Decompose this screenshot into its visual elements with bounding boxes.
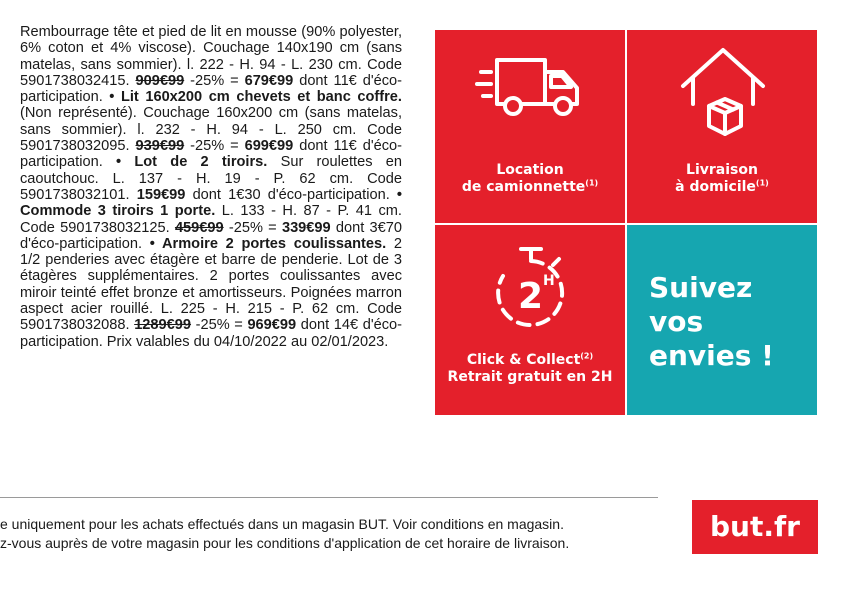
home-delivery-icon — [677, 44, 769, 142]
van-tile-line1: Location — [496, 162, 564, 178]
van-rental-tile — [435, 30, 625, 223]
follow-line2: vos — [649, 305, 704, 338]
product-description: Rembourrage tête et pied de lit en mousse (90% polyester, 6% coton et 4% viscose). Couchage 140x190 cm (sans matelas, sans sommier). l. 222 - H. 94 - L. 230 cm. Code 5901738032415. 909€99 -25% = 679€99 dont 11€ d'éco-participation. • Lit 160x200 cm chevets et banc coffre. (Non représenté). Couchage 160x200 cm (sans matelas, sans sommier). l. 232 - H. 94 - L. 250 cm. Code 5901738032095. 939€99 -25% = 699€99 dont 11€ d'éco-participation. • Lot de 2 tiroirs. Sur roulettes en caoutchouc. L. 137 - H. 19 - P. 62 cm. Code 5901738032101. 159€99 dont 1€30 d'éco-participation. • Commode 3 tiroirs 1 porte. L. 133 - H. 87 - P. 41 cm. Code 5901738032125. 459€99 -25% = 339€99 dont 3€70 d'éco-participation. • Armoire 2 portes coulissantes. 2 1/2 penderies avec étagère et barre de penderie. Lot de 3 étagères supplémentaires. 2 portes coulissantes avec miroir teinté effet bronze et amortisseurs. Poignées marron aspect acier rouillé. L. 225 - H. 215 - P. 62 cm. Code 5901738032088. 1289€99 -25% = 969€99 dont 14€ d'éco-participation. Prix valables du 04/10/2022 au 02/01/2023. — [20, 24, 403, 350]
click-tile-note: (2) — [580, 351, 594, 361]
footer-divider — [0, 497, 658, 498]
footer-line2: z-vous auprès de votre magasin pour les conditions d'application de cet horaire de livraison. — [0, 535, 570, 551]
delivery-van-icon — [475, 50, 587, 122]
van-tile-note: (1) — [585, 178, 599, 188]
but-logo[interactable]: but.fr — [692, 500, 818, 554]
footer-line1: e uniquement pour les achats effectués dans un magasin BUT. Voir conditions en magasin. — [0, 516, 564, 532]
follow-line3: envies ! — [649, 339, 774, 372]
home-delivery-tile — [627, 30, 817, 223]
follow-tile — [627, 225, 817, 415]
stopwatch-icon — [491, 243, 571, 329]
van-tile-line2: de camionnette — [461, 179, 586, 195]
stopwatch-number: 2 — [518, 276, 544, 317]
click-tile-line1: Click & Collect — [466, 352, 581, 368]
click-collect-tile — [435, 225, 625, 415]
home-tile-note: (1) — [755, 178, 769, 188]
home-tile-line2: à domicile — [675, 179, 756, 195]
follow-line1: Suivez — [649, 271, 753, 304]
click-tile-line2: Retrait gratuit en 2H — [447, 369, 613, 385]
home-tile-line1: Livraison — [686, 162, 758, 178]
footer-notes — [0, 515, 569, 553]
stopwatch-hours: H — [543, 273, 555, 289]
